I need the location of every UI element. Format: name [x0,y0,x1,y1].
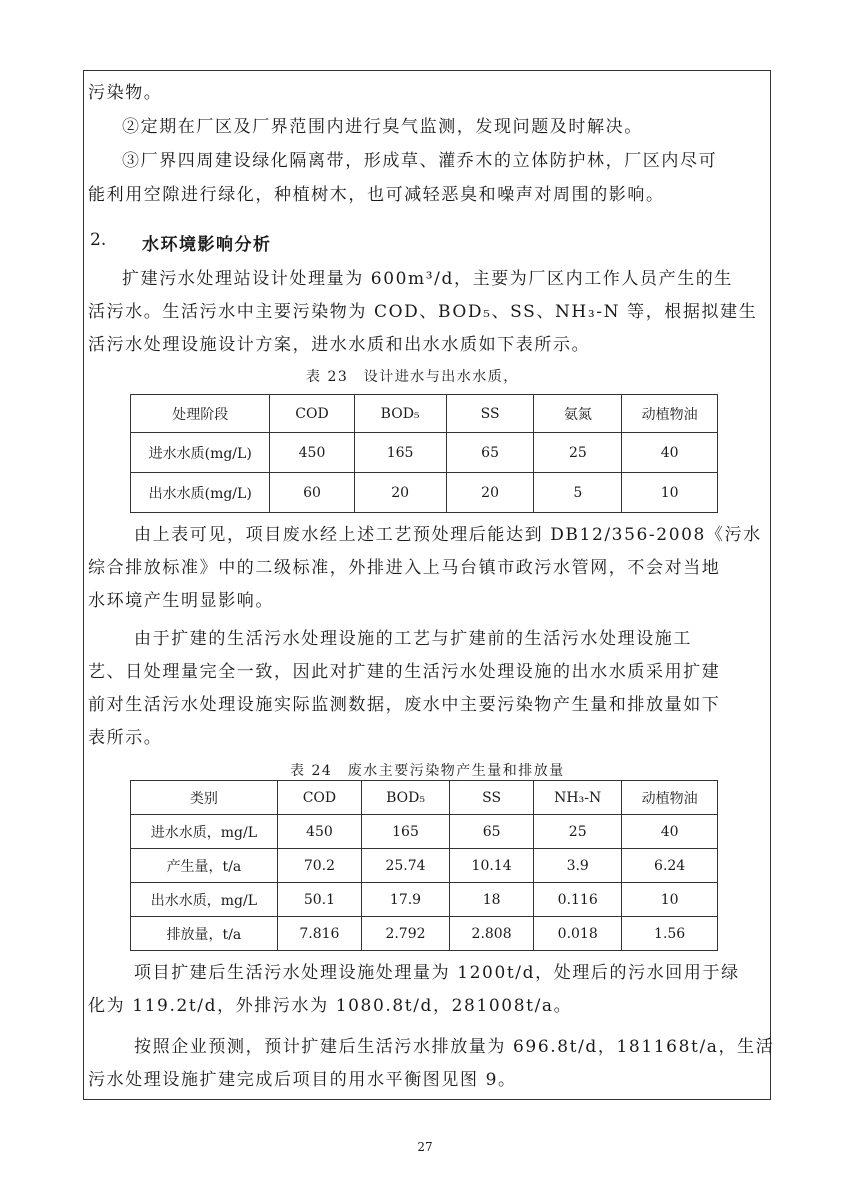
table-header-cell: SS [450,781,534,815]
table-header-cell: 动植物油 [622,781,718,815]
table-header-cell: COD [270,395,354,433]
table-cell: 10.14 [450,849,534,883]
table-cell: 7.816 [277,917,361,951]
text-line: ②定期在厂区及厂界范围内进行臭气监测，发现问题及时解决。 [122,117,643,137]
page-number: 27 [417,1140,433,1154]
table-cell: 20 [446,473,534,513]
table-header-cell: 类别 [131,781,278,815]
table-cell: 产生量，t/a [131,849,278,883]
table-cell: 25 [534,433,622,473]
table-cell: 排放量，t/a [131,917,278,951]
table-cell: 3.9 [534,849,622,883]
text-line: 活污水处理设施设计方案，进水水质和出水水质如下表所示。 [88,335,591,355]
text-line: 化为 119.2t/d，外排污水为 1080.8t/d，281008t/a。 [88,996,573,1016]
table-cell: 0.018 [534,917,622,951]
table-cell: 40 [622,433,718,473]
table-cell: 40 [622,815,718,849]
table-header-cell: 氨氮 [534,395,622,433]
text-line: 扩建污水处理站设计处理量为 600m³/d，主要为厂区内工作人员产生的生 [122,269,733,289]
table-cell: 出水水质(mg/L) [131,473,270,513]
text-line: 污染物。 [88,83,163,103]
table-cell: 65 [450,815,534,849]
table-row [131,473,718,513]
table-cell: 165 [354,433,446,473]
table24-caption: 表 24 废水主要污染物产生量和排放量 [290,763,565,779]
table-header-cell: 处理阶段 [131,395,270,433]
table23-caption: 表 23 设计进水与出水水质， [306,369,519,385]
text-line: 项目扩建后生活污水处理设施处理量为 1200t/d，处理后的污水回用于绿 [134,963,740,983]
table-cell: 1.56 [622,917,718,951]
text-line: 水环境产生明显影响。 [88,591,274,611]
table-cell: 450 [270,433,354,473]
text-line: 由于扩建的生活污水处理设施的工艺与扩建前的生活污水处理设施工 [134,629,692,649]
table-row [131,917,718,951]
table-cell: 70.2 [277,849,361,883]
text-line: 由上表可见，项目废水经上述工艺预处理后能达到 DB12/356-2008《污水 [134,525,762,545]
table-cell: 10 [622,473,718,513]
table-cell: 6.24 [622,849,718,883]
text-line: 艺、日处理量完全一致，因此对扩建的生活污水处理设施的出水水质采用扩建 [88,662,721,682]
text-line: ③厂界四周建设绿化隔离带，形成草、灌乔木的立体防护林，厂区内尽可 [122,151,718,171]
table23 [130,394,718,513]
table-row [131,849,718,883]
table-cell: 25 [534,815,622,849]
text-line: 表所示。 [88,728,163,748]
text-line: 活污水。生活污水中主要污染物为 COD、BOD₅、SS、NH₃-N 等，根据拟建生 [88,302,758,322]
table-header-cell: NH₃-N [534,781,622,815]
table-row [131,883,718,917]
table-cell: 5 [534,473,622,513]
table-cell: 10 [622,883,718,917]
text-line: 前对生活污水处理设施实际监测数据，废水中主要污染物产生量和排放量如下 [88,695,721,715]
table24 [130,780,718,951]
table-cell: 18 [450,883,534,917]
table-cell: 20 [354,473,446,513]
table-cell: 0.116 [534,883,622,917]
table-row [131,815,718,849]
table-cell: 25.74 [361,849,449,883]
section-title: 水环境影响分析 [142,235,272,255]
table-cell: 450 [277,815,361,849]
table-cell: 17.9 [361,883,449,917]
table-header-cell: SS [446,395,534,433]
text-line: 能利用空隙进行绿化，种植树木，也可减轻恶臭和噪声对周围的影响。 [88,185,665,205]
table-cell: 50.1 [277,883,361,917]
table-cell: 2.792 [361,917,449,951]
table-header-row [131,395,718,433]
table-cell: 65 [446,433,534,473]
text-line: 综合排放标准》中的二级标准，外排进入上马台镇市政污水管网，不会对当地 [88,558,721,578]
table-header-cell: 动植物油 [622,395,718,433]
text-line: 污水处理设施扩建完成后项目的用水平衡图见图 9。 [88,1070,517,1090]
table-header-cell: COD [277,781,361,815]
table-header-cell: BOD₅ [361,781,449,815]
table-cell: 进水水质(mg/L) [131,433,270,473]
section-number: 2. [90,230,107,250]
table-cell: 进水水质，mg/L [131,815,278,849]
table-header-row [131,781,718,815]
table-cell: 60 [270,473,354,513]
table-header-cell: BOD₅ [354,395,446,433]
text-line: 按照企业预测，预计扩建后生活污水排放量为 696.8t/d，181168t/a，生活 [134,1037,775,1057]
table-row [131,433,718,473]
table-cell: 165 [361,815,449,849]
table-cell: 出水水质，mg/L [131,883,278,917]
table-cell: 2.808 [450,917,534,951]
